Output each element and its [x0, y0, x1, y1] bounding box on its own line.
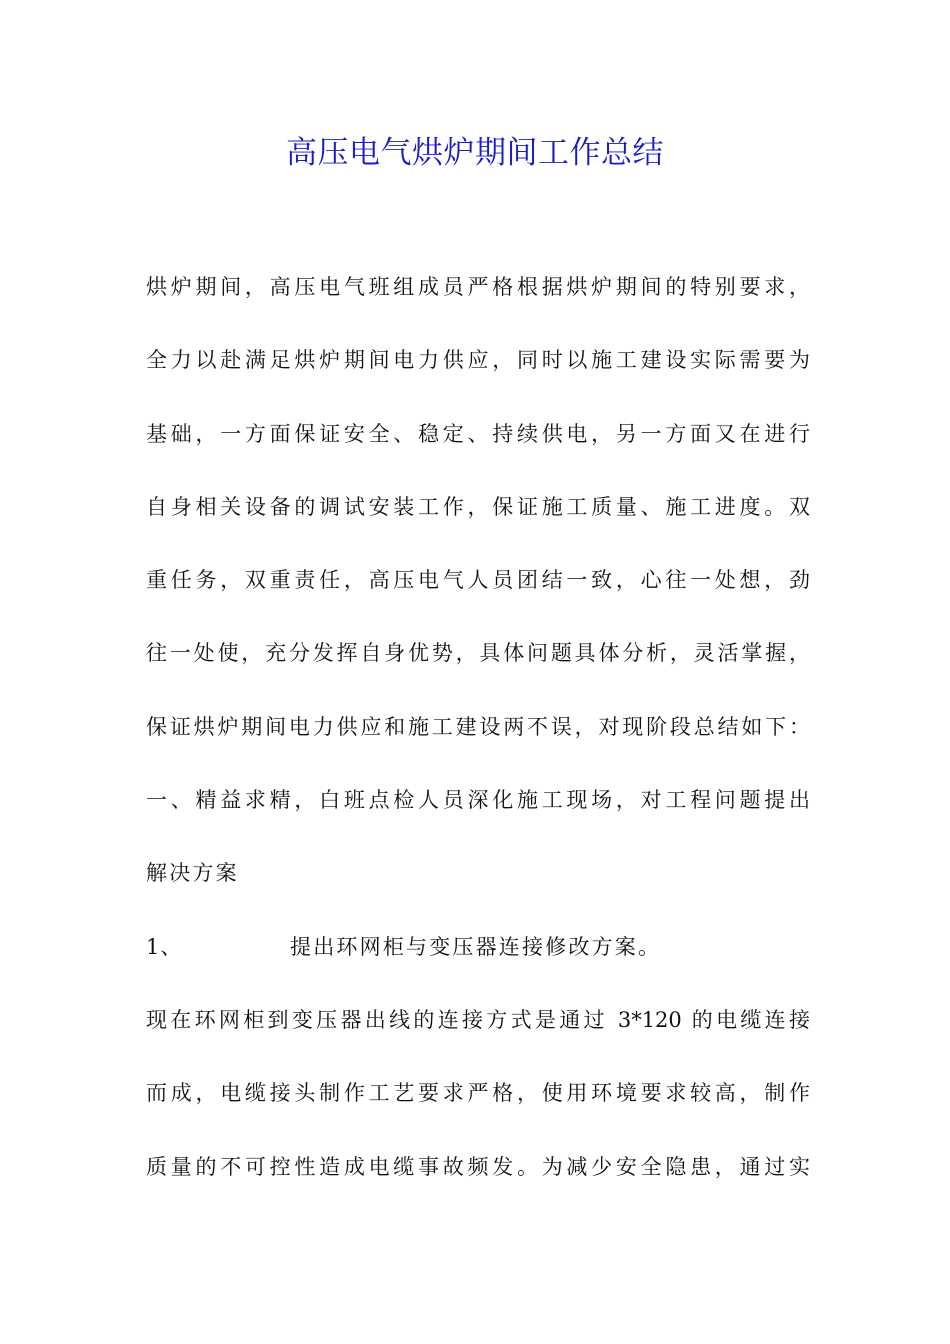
- paragraph-line: 保证烘炉期间电力供应和施工建设两不误，对现阶段总结如下：: [146, 714, 810, 739]
- paragraph-line: 全力以赴满足烘炉期间电力供应，同时以施工建设实际需要为: [146, 348, 810, 373]
- document-title: 高压电气烘炉期间工作总结: [286, 135, 664, 171]
- document-body: [146, 262, 810, 1215]
- paragraph-line: 往一处使，充分发挥自身优势，具体问题具体分析，灵活掌握，: [146, 641, 810, 666]
- paragraph-line: 烘炉期间，高压电气班组成员严格根据烘炉期间的特别要求，: [146, 275, 810, 299]
- paragraph-line: 基础，一方面保证安全、稳定、持续供电，另一方面又在进行: [146, 421, 810, 446]
- section-heading-line: 一、精益求精，白班点检人员深化施工现场，对工程问题提出: [146, 788, 810, 813]
- list-item-text: 提出环网柜与变压器连接修改方案。: [290, 934, 662, 959]
- paragraph-line: 现在环网柜到变压器出线的连接方式是通过 3*120 的电缆连接: [146, 1007, 810, 1032]
- section-heading-line: 解决方案: [146, 861, 239, 886]
- paragraph-line: 质量的不可控性造成电缆事故频发。为减少安全隐患，通过实: [146, 1154, 810, 1179]
- paragraph-line: 自身相关设备的调试安装工作，保证施工质量、施工进度。双: [146, 494, 810, 519]
- paragraph-line: 重任务，双重责任，高压电气人员团结一致，心往一处想，劲: [146, 568, 810, 593]
- list-item: [146, 922, 810, 995]
- list-item-number: 1、: [146, 934, 183, 959]
- paragraph-line: 而成，电缆接头制作工艺要求严格，使用环境要求较高，制作: [146, 1081, 810, 1106]
